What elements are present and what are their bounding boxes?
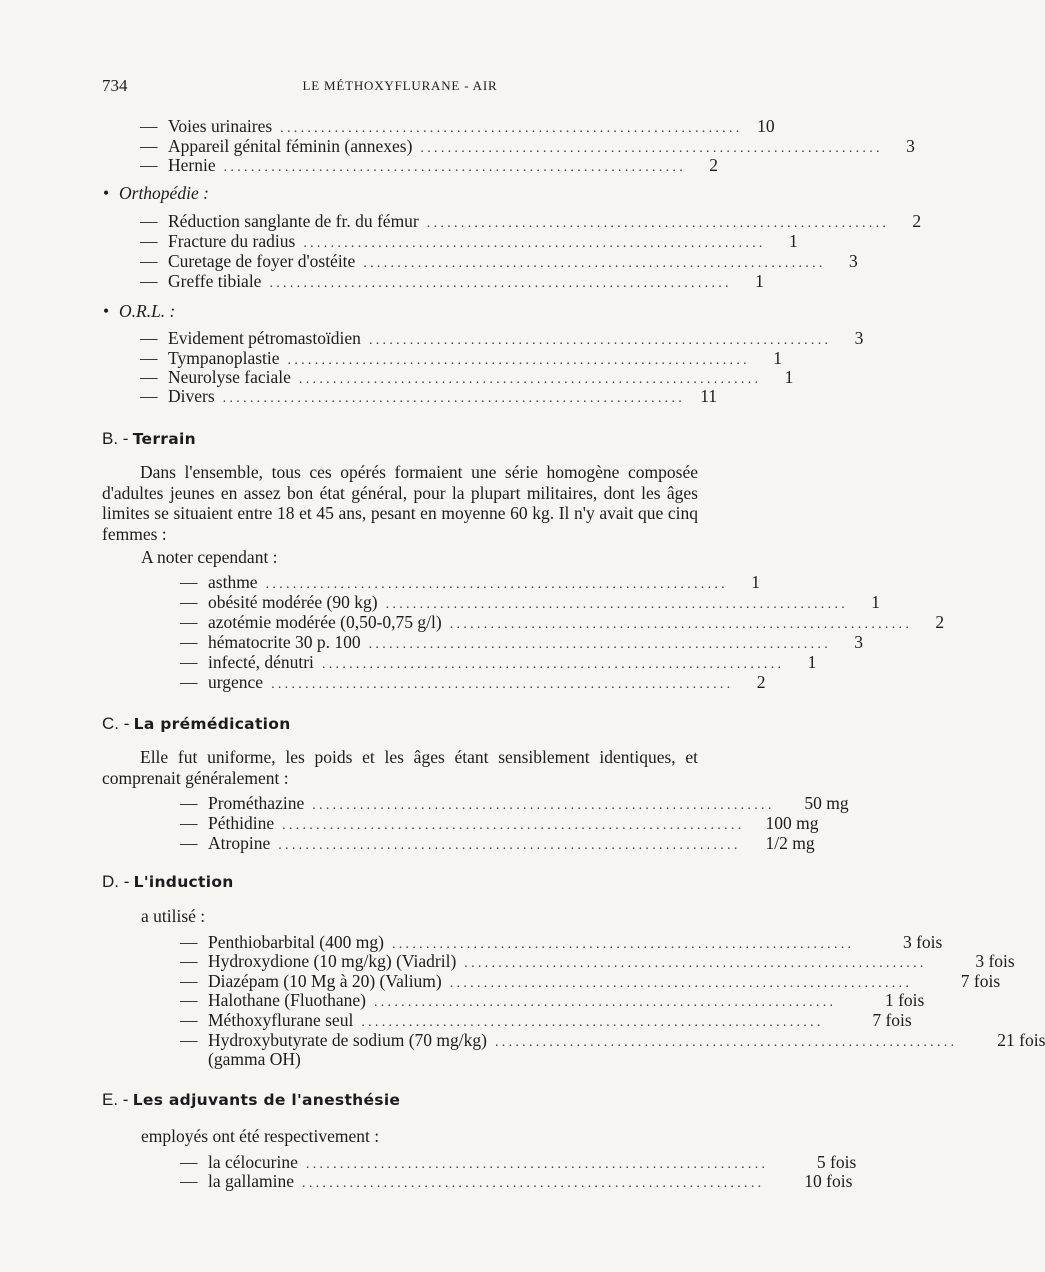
list-item: — Tympanoplastie .................................................................... 1: [140, 348, 782, 368]
category-orl: • O.R.L. :: [103, 301, 176, 321]
running-title: LE MÉTHOXYFLURANE - AIR: [302, 78, 498, 93]
list-item: — la célocurine .................................................................... 5 fois: [180, 1152, 857, 1172]
list-item: — la gallamine .................................................................... 10 fois: [180, 1171, 853, 1191]
list-item: — Penthiobarbital (400 mg) .................................................................... 3 fois: [180, 932, 943, 952]
list-item: — Hydroxybutyrate de sodium (70 mg/kg) .................................................................... 21 fois: [180, 1030, 1045, 1050]
list-item: — infecté, dénutri .................................................................... 1: [180, 652, 817, 672]
list-item: — Réduction sanglante de fr. du fémur .................................................................... 2: [140, 211, 922, 231]
list-item: — Greffe tibiale .................................................................... 1: [140, 271, 764, 291]
list-item: — Fracture du radius .................................................................... 1: [140, 231, 798, 251]
list-item: — hématocrite 30 p. 100 .................................................................... 3: [180, 632, 864, 652]
list-item: — Hernie .................................................................... 2: [140, 155, 719, 175]
paragraph: Elle fut uniforme, les poids et les âges étant sensiblement identiques, et comprenait généralement :: [102, 747, 698, 788]
list-item: — Evidement pétromastoïdien .................................................................... 3: [140, 328, 864, 348]
intro-line: employés ont été respectivement :: [141, 1126, 380, 1146]
list-item: — Appareil génital féminin (annexes) .................................................................... 3: [140, 136, 915, 156]
section-heading-c: C. - La prémédication: [102, 714, 291, 733]
page-number: 734: [102, 76, 128, 95]
note-line: A noter cependant :: [141, 547, 278, 567]
list-item: — Neurolyse faciale .................................................................... 1: [140, 367, 794, 387]
section-heading-b: B. - Terrain: [102, 429, 196, 448]
page-header: [102, 76, 698, 98]
paragraph: Dans l'ensemble, tous ces opérés formaient une série homogène composée d'adultes jeunes en assez bon état général, pour la plupart militaires, dont les âges limites se situaient entre 18 et 45 ans, pesant en moyenne 60 kg. Il n'y avait que cinq femmes :: [102, 462, 698, 544]
section-heading-e: E. - Les adjuvants de l'anesthésie: [102, 1090, 401, 1109]
list-item: — obésité modérée (90 kg) .................................................................... 1: [180, 592, 880, 612]
section-heading-d: D. - L'induction: [102, 872, 234, 891]
list-item: — Voies urinaires .................................................................... 10: [140, 116, 775, 136]
category-orthopedie: • Orthopédie :: [103, 183, 209, 203]
list-item: — Curetage de foyer d'ostéite .................................................................... 3: [140, 251, 858, 271]
list-item: — Halothane (Fluothane) .................................................................... 1 fois: [180, 990, 925, 1010]
list-item: — Diazépam (10 Mg à 20) (Valium) .................................................................... 7 fois: [180, 971, 1001, 991]
list-item: — Prométhazine .................................................................... 50 mg: [180, 793, 849, 813]
continuation-line: (gamma OH): [208, 1049, 301, 1069]
list-item: — urgence .................................................................... 2: [180, 672, 766, 692]
list-item: — Péthidine .................................................................... 100 mg: [180, 813, 819, 833]
intro-line: a utilisé :: [141, 906, 206, 926]
list-item: — Atropine .................................................................... 1/2 mg: [180, 833, 815, 853]
list-item: — Divers .................................................................... 11: [140, 386, 718, 406]
list-item: — azotémie modérée (0,50-0,75 g/l) .................................................................... 2: [180, 612, 945, 632]
list-item: — Méthoxyflurane seul .................................................................... 7 fois: [180, 1010, 912, 1030]
list-item: — asthme .................................................................... 1: [180, 572, 760, 592]
list-item: — Hydroxydione (10 mg/kg) (Viadril) .................................................................... 3 fois: [180, 951, 1015, 971]
